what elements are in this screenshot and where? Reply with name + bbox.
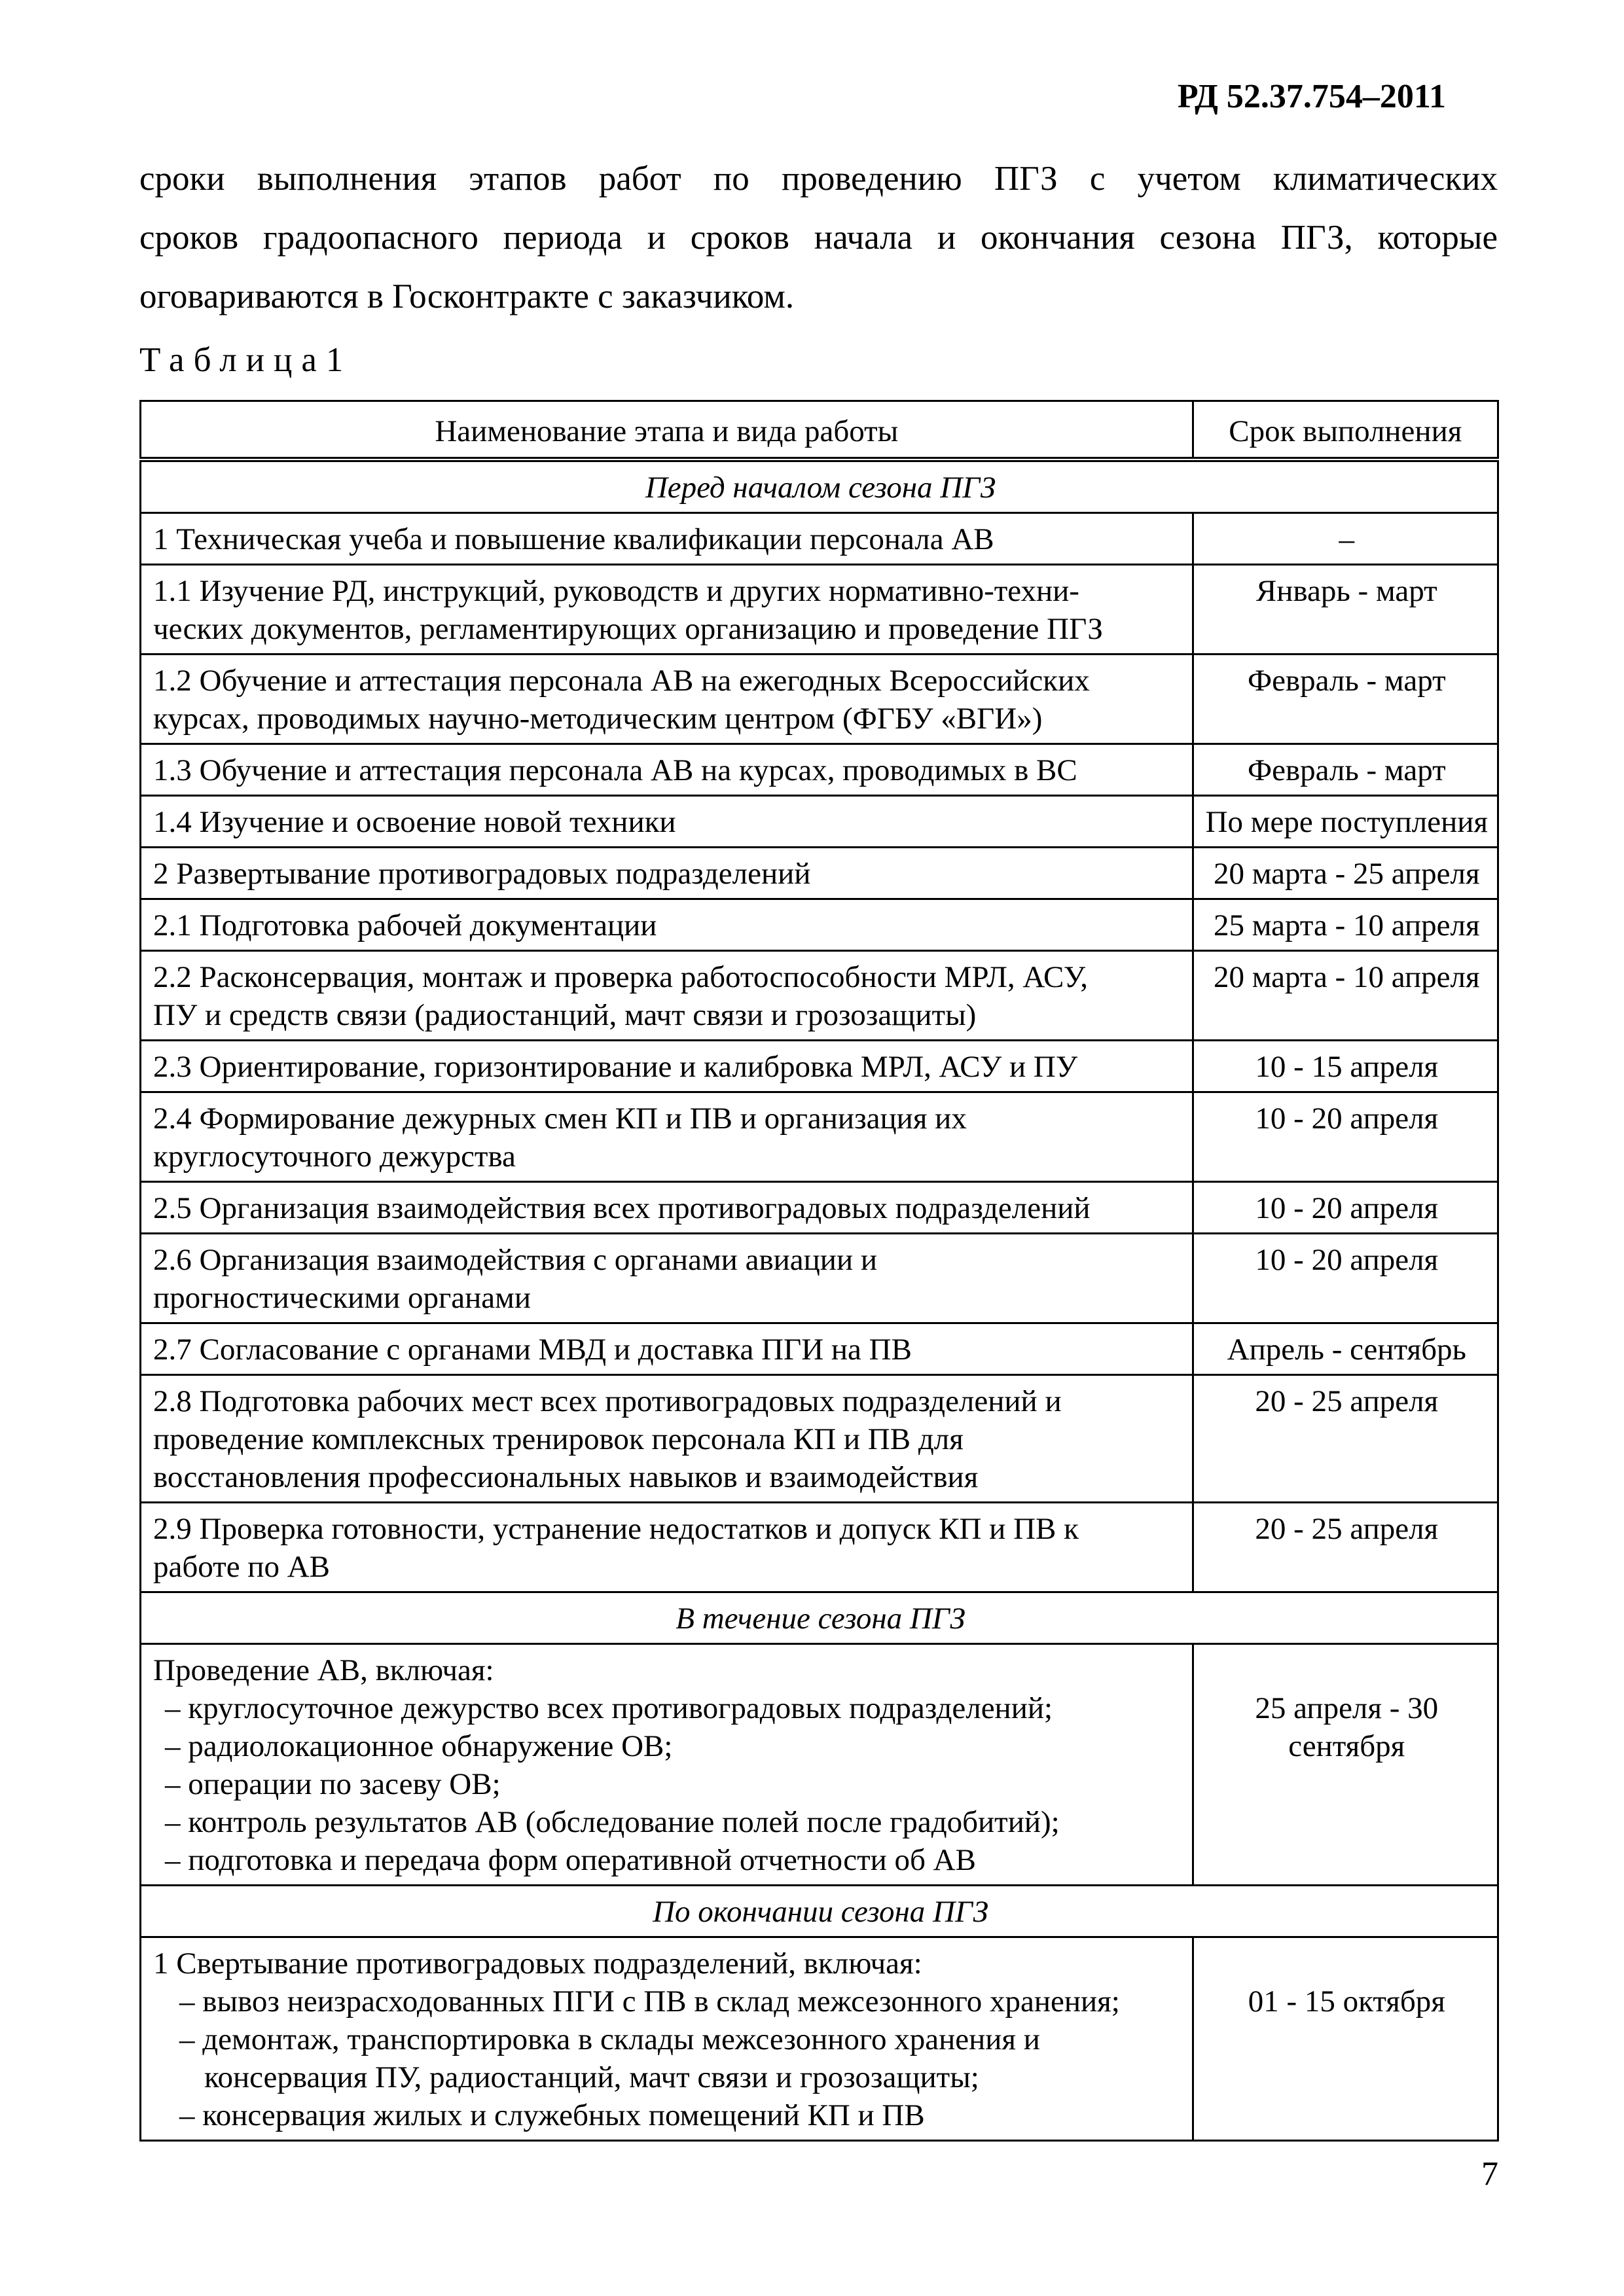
term-cell: 25 марта - 10 апреля	[1193, 899, 1498, 951]
list-item: – демонтаж, транспортировка в склады межсезонного хранения и	[179, 2022, 1040, 2056]
stage-line: 1.3 Обучение и аттестация персонала АВ на курсах, проводимых в ВС	[153, 753, 1077, 787]
column-header-term: Срок выполнения	[1193, 401, 1498, 460]
term-cell: Февраль - март	[1193, 655, 1498, 744]
table-row	[141, 1041, 1498, 1092]
document-code: РД 52.37.754–2011	[1177, 78, 1446, 115]
term-cell: 10 - 15 апреля	[1193, 1041, 1498, 1092]
intro-line: сроки выполнения этапов работ по проведению ПГЗ с учетом климатических	[139, 160, 1498, 198]
table-row	[141, 1182, 1498, 1234]
term-cell: Апрель - сентябрь	[1193, 1323, 1498, 1375]
stage-line: 1 Техническая учеба и повышение квалификации персонала АВ	[153, 522, 994, 556]
table-row	[141, 1937, 1498, 2141]
list-item: – контроль результатов АВ (обследование полей после градобитий);	[165, 1805, 1060, 1839]
term-cell	[1193, 1644, 1498, 1886]
stage-line: 2.4 Формирование дежурных смен КП и ПВ и организация их	[153, 1102, 967, 1136]
stage-cell	[141, 1375, 1193, 1503]
stage-cell	[141, 848, 1193, 899]
list-item: консервация ПУ, радиостанций, мачт связи и грозозащиты;	[204, 2060, 979, 2094]
stage-line: 2.6 Организация взаимодействия с органами авиации и	[153, 1243, 878, 1277]
page-number: 7	[1481, 2155, 1498, 2193]
list-item: – консервация жилых и служебных помещений КП и ПВ	[179, 2098, 925, 2132]
section-title: По окончании сезона ПГЗ	[141, 1886, 1498, 1937]
term-cell: 10 - 20 апреля	[1193, 1092, 1498, 1182]
stage-cell	[141, 1092, 1193, 1182]
section-title: В течение сезона ПГЗ	[141, 1592, 1498, 1644]
table-header-row	[141, 401, 1498, 460]
table-row	[141, 848, 1498, 899]
stage-line: 1.4 Изучение и освоение новой техники	[153, 805, 676, 839]
term-cell: Февраль - март	[1193, 744, 1498, 796]
stage-cell	[141, 1644, 1193, 1886]
term-cell: 20 марта - 10 апреля	[1193, 951, 1498, 1041]
term-cell: 01 - 15 октября	[1193, 1937, 1498, 2141]
list-item: – вывоз неизрасходованных ПГИ с ПВ в склад межсезонного хранения;	[179, 1984, 1120, 2018]
stage-line: 1.1 Изучение РД, инструкций, руководств и других нормативно-техни-	[153, 574, 1079, 608]
table-row	[141, 1503, 1498, 1592]
stage-cell	[141, 655, 1193, 744]
table-row	[141, 1234, 1498, 1323]
list-item: – подготовка и передача форм оперативной отчетности об АВ	[165, 1843, 976, 1877]
stage-cell	[141, 796, 1193, 848]
stage-line: 1.2 Обучение и аттестация персонала АВ на ежегодных Всероссийских	[153, 664, 1090, 698]
stage-cell	[141, 1323, 1193, 1375]
stage-line: восстановления профессиональных навыков и взаимодействия	[153, 1460, 979, 1494]
table-row	[141, 1092, 1498, 1182]
section-title: Перед началом сезона ПГЗ	[141, 459, 1498, 513]
stage-line: прогностическими органами	[153, 1281, 532, 1315]
section-row-before	[141, 459, 1498, 513]
schedule-table	[139, 400, 1499, 2142]
table-row	[141, 655, 1498, 744]
term-line: сентября	[1288, 1729, 1405, 1763]
stage-line: 2 Развертывание противоградовых подразделений	[153, 857, 811, 891]
stage-line: 2.7 Согласование с органами МВД и доставка ПГИ на ПВ	[153, 1333, 912, 1367]
intro-line: оговариваются в Госконтракте с заказчиком.	[139, 278, 795, 315]
term-cell: 20 - 25 апреля	[1193, 1375, 1498, 1503]
stage-line: 2.5 Организация взаимодействия всех противоградовых подразделений	[153, 1191, 1091, 1225]
intro-paragraph	[139, 149, 1498, 326]
section-row-after	[141, 1886, 1498, 1937]
stage-cell	[141, 565, 1193, 655]
stage-line: круглосуточного дежурства	[153, 1139, 516, 1174]
stage-cell	[141, 1937, 1193, 2141]
term-cell: 20 - 25 апреля	[1193, 1503, 1498, 1592]
term-cell: –	[1193, 513, 1498, 565]
list-item: – круглосуточное дежурство всех противоградовых подразделений;	[165, 1691, 1053, 1725]
stage-line: проведение комплексных тренировок персонала КП и ПВ для	[153, 1422, 964, 1456]
table-row	[141, 565, 1498, 655]
table-row	[141, 1375, 1498, 1503]
stage-cell	[141, 1041, 1193, 1092]
stage-cell	[141, 1234, 1193, 1323]
stage-line: 2.8 Подготовка рабочих мест всех противоградовых подразделений и	[153, 1384, 1062, 1418]
stage-cell	[141, 513, 1193, 565]
stage-line: 2.1 Подготовка рабочей документации	[153, 908, 657, 942]
stage-line: 1 Свертывание противоградовых подразделений, включая:	[153, 1946, 922, 1981]
stage-cell	[141, 899, 1193, 951]
stage-line: ческих документов, регламентирующих организацию и проведение ПГЗ	[153, 612, 1103, 646]
stage-line: 2.9 Проверка готовности, устранение недостатков и допуск КП и ПВ к	[153, 1512, 1079, 1546]
table-row	[141, 796, 1498, 848]
table-row	[141, 1323, 1498, 1375]
column-header-stage: Наименование этапа и вида работы	[141, 401, 1193, 460]
section-row-during	[141, 1592, 1498, 1644]
table-row	[141, 899, 1498, 951]
stage-cell	[141, 1503, 1193, 1592]
stage-line: 2.2 Расконсервация, монтаж и проверка работоспособности МРЛ, АСУ,	[153, 960, 1089, 994]
table-row	[141, 951, 1498, 1041]
term-cell: 10 - 20 апреля	[1193, 1234, 1498, 1323]
term-cell: Январь - март	[1193, 565, 1498, 655]
table-row	[141, 513, 1498, 565]
stage-line: Проведение АВ, включая:	[153, 1653, 494, 1687]
stage-line: 2.3 Ориентирование, горизонтирование и калибровка МРЛ, АСУ и ПУ	[153, 1050, 1078, 1084]
stage-cell	[141, 951, 1193, 1041]
term-line: 25 апреля - 30	[1255, 1691, 1439, 1725]
term-cell: 10 - 20 апреля	[1193, 1182, 1498, 1234]
stage-line: ПУ и средств связи (радиостанций, мачт связи и грозозащиты)	[153, 998, 977, 1032]
stage-cell	[141, 1182, 1193, 1234]
stage-line: курсах, проводимых научно-методическим центром (ФГБУ «ВГИ»)	[153, 702, 1043, 736]
stage-line: работе по АВ	[153, 1550, 330, 1584]
list-item: – радиолокационное обнаружение ОВ;	[165, 1729, 673, 1763]
term-cell: 20 марта - 25 апреля	[1193, 848, 1498, 899]
table-row	[141, 1644, 1498, 1886]
intro-line: сроков градоопасного периода и сроков начала и окончания сезона ПГЗ, которые	[139, 219, 1498, 257]
list-item: – операции по засеву ОВ;	[165, 1767, 501, 1801]
table-row	[141, 744, 1498, 796]
term-cell: По мере поступления	[1193, 796, 1498, 848]
stage-cell	[141, 744, 1193, 796]
table-caption: Таблица1	[139, 341, 353, 379]
